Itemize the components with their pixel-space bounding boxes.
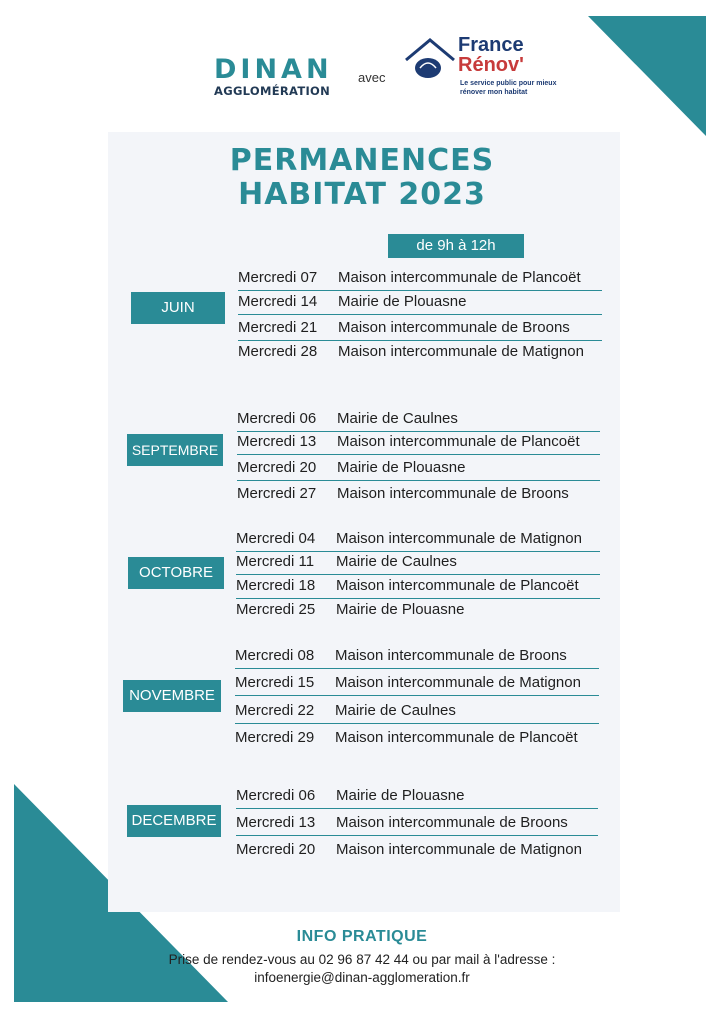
row-day: Mercredi 13 <box>236 814 316 831</box>
title-line-1: PERMANENCES <box>229 143 495 178</box>
title-line-2: HABITAT 2023 <box>238 177 486 212</box>
dinan-sub: AGGLOMÉRATION <box>214 84 331 98</box>
row-day: Mercredi 25 <box>236 601 316 618</box>
row-day: Mercredi 13 <box>237 433 317 450</box>
info-email[interactable]: infoenergie@dinan-agglomeration.fr <box>254 970 470 985</box>
row-day: Mercredi 06 <box>237 410 317 427</box>
row-place: Mairie de Plouasne <box>336 787 465 804</box>
schedule-row <box>236 786 598 809</box>
row-day: Mercredi 04 <box>236 530 316 547</box>
dinan-name: DINAN <box>214 54 333 85</box>
france-renov-tagline: Le service public pour mieux rénover mon habitat <box>460 80 557 96</box>
row-place: Maison intercommunale de Plancoët <box>338 269 581 286</box>
schedule-row <box>236 600 600 622</box>
france-renov-line1: France <box>458 34 524 56</box>
schedule-row <box>235 673 599 696</box>
row-day: Mercredi 20 <box>237 459 317 476</box>
schedule-row <box>235 646 599 669</box>
hours-badge: de 9h à 12h <box>388 234 524 258</box>
schedule-row <box>238 342 602 364</box>
schedule-row <box>237 484 600 506</box>
schedule-row <box>235 728 599 750</box>
row-day: Mercredi 20 <box>236 841 316 858</box>
row-day: Mercredi 15 <box>235 674 315 691</box>
month-label-juin: JUIN <box>131 292 225 324</box>
schedule-row <box>237 458 600 481</box>
row-place: Maison intercommunale de Matignon <box>338 343 584 360</box>
month-label-decembre: DECEMBRE <box>127 805 221 837</box>
row-day: Mercredi 08 <box>235 647 315 664</box>
schedule-row <box>237 409 600 432</box>
row-place: Mairie de Caulnes <box>337 410 458 427</box>
row-day: Mercredi 28 <box>238 343 318 360</box>
month-label-octobre: OCTOBRE <box>128 557 224 589</box>
row-place: Maison intercommunale de Plancoët <box>336 577 579 594</box>
row-place: Maison intercommunale de Broons <box>335 647 567 664</box>
schedule-row <box>235 701 599 724</box>
row-place: Maison intercommunale de Broons <box>337 485 569 502</box>
house-icon <box>402 34 458 90</box>
schedule-row <box>236 840 598 862</box>
month-label-septembre: SEPTEMBRE <box>127 434 223 466</box>
row-place: Maison intercommunale de Matignon <box>335 674 581 691</box>
schedule-row <box>238 318 602 341</box>
schedule-row <box>236 576 600 599</box>
france-renov-logo <box>402 34 572 124</box>
row-place: Mairie de Caulnes <box>336 553 457 570</box>
france-renov-line2: Rénov' <box>458 54 524 76</box>
row-place: Mairie de Plouasne <box>337 459 466 476</box>
dinan-agglomeration-logo <box>214 56 333 98</box>
schedule-row <box>237 432 600 455</box>
row-day: Mercredi 14 <box>238 293 318 310</box>
schedule-row <box>236 813 598 836</box>
info-line-appointment: Prise de rendez-vous au 02 96 87 42 44 ou par mail à l'adresse : <box>168 952 556 967</box>
schedule-row <box>238 268 602 291</box>
row-place: Maison intercommunale de Matignon <box>336 841 582 858</box>
row-day: Mercredi 22 <box>235 702 315 719</box>
row-day: Mercredi 07 <box>238 269 318 286</box>
avec-label: avec <box>358 70 386 85</box>
row-day: Mercredi 21 <box>238 319 318 336</box>
schedule-row <box>236 552 600 575</box>
row-day: Mercredi 29 <box>235 729 315 746</box>
row-place: Maison intercommunale de Plancoët <box>337 433 580 450</box>
schedule-row <box>236 529 600 552</box>
month-label-novembre: NOVEMBRE <box>123 680 221 712</box>
row-day: Mercredi 27 <box>237 485 317 502</box>
row-place: Maison intercommunale de Broons <box>336 814 568 831</box>
header-logos <box>0 34 724 122</box>
row-day: Mercredi 18 <box>236 577 316 594</box>
row-place: Mairie de Plouasne <box>338 293 467 310</box>
row-place: Maison intercommunale de Matignon <box>336 530 582 547</box>
schedule-row <box>238 292 602 315</box>
row-place: Mairie de Plouasne <box>336 601 465 618</box>
row-day: Mercredi 06 <box>236 787 316 804</box>
row-day: Mercredi 11 <box>236 553 315 570</box>
row-place: Mairie de Caulnes <box>335 702 456 719</box>
info-pratique-title: INFO PRATIQUE <box>296 928 428 945</box>
row-place: Maison intercommunale de Plancoët <box>335 729 578 746</box>
row-place: Maison intercommunale de Broons <box>338 319 570 336</box>
